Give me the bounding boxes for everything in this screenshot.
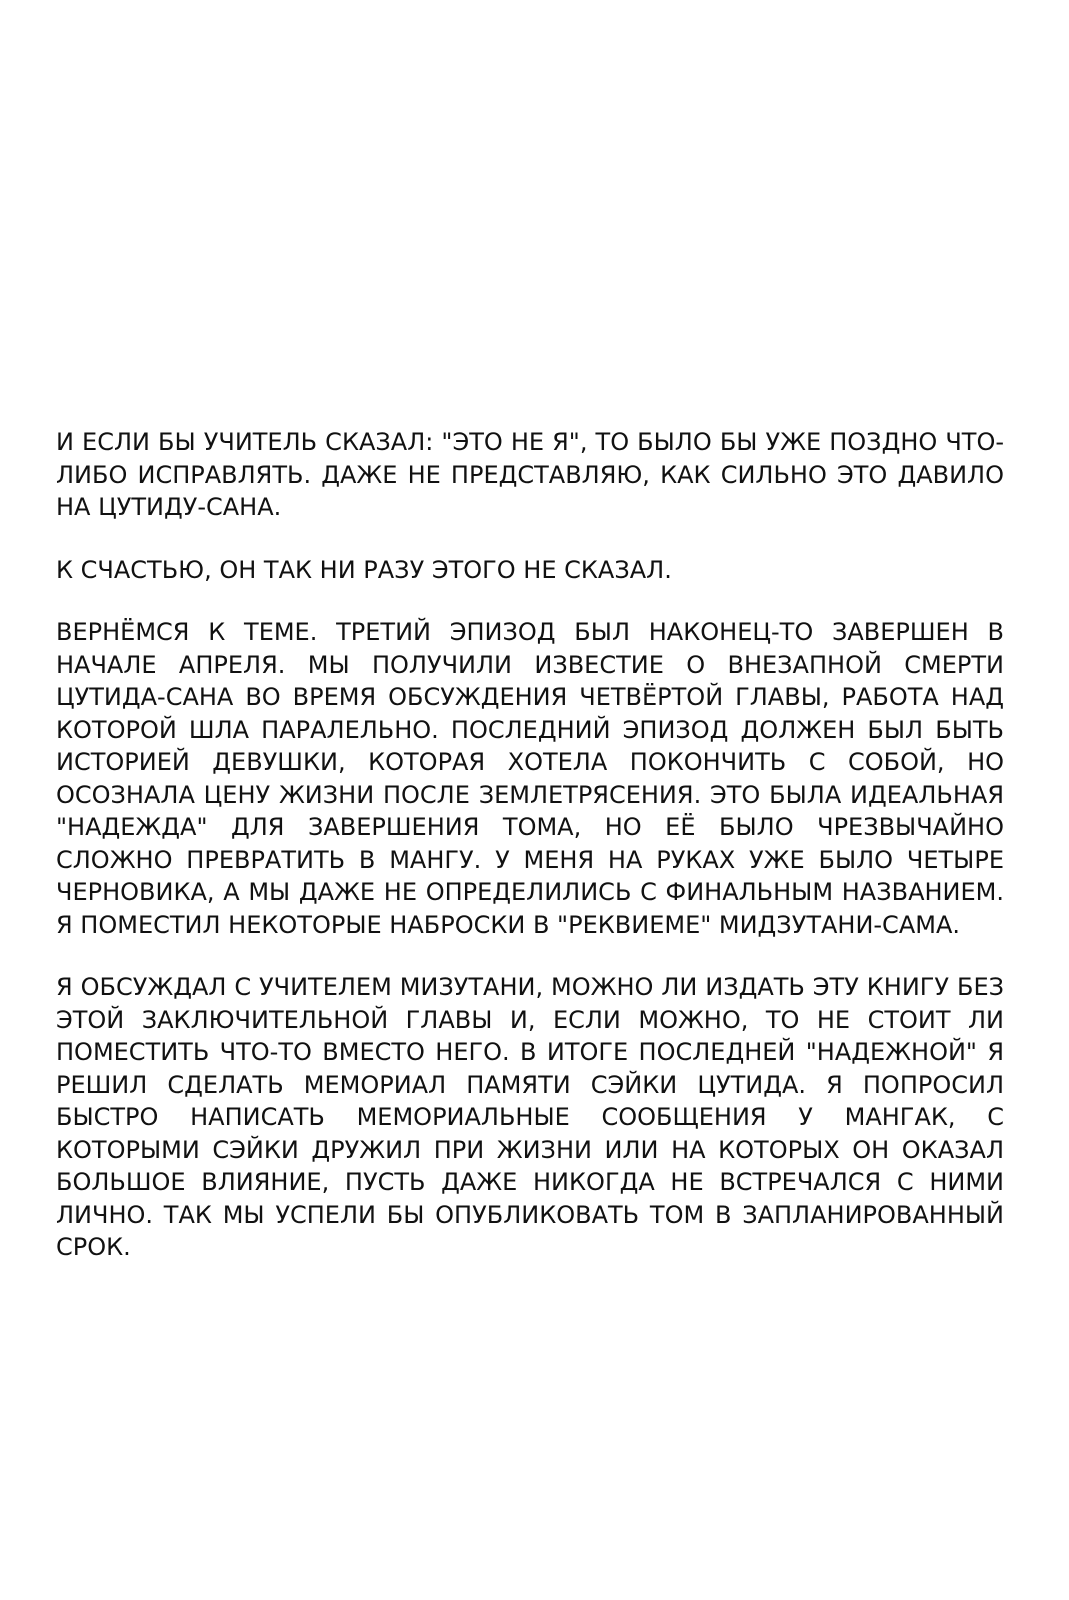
paragraph-1: И ЕСЛИ БЫ УЧИТЕЛЬ СКАЗАЛ: "ЭТО НЕ Я", ТО БЫЛО БЫ УЖЕ ПОЗДНО ЧТО-ЛИБО ИСПРАВЛЯТЬ. ДАЖЕ НЕ ПРЕДСТАВЛЯЮ, КАК СИЛЬНО ЭТО ДАВИЛО НА ЦУТИДУ-САНА.: [56, 428, 1004, 521]
paragraph-4: Я ОБСУЖДАЛ С УЧИТЕЛЕМ МИЗУТАНИ, МОЖНО ЛИ ИЗДАТЬ ЭТУ КНИГУ БЕЗ ЭТОЙ ЗАКЛЮЧИТЕЛЬНОЙ ГЛАВЫ И, ЕСЛИ МОЖНО, ТО НЕ СТОИТ ЛИ ПОМЕСТИТЬ ЧТО-ТО ВМЕСТО НЕГО. В ИТОГЕ ПОСЛЕДНЕЙ "НАДЕЖНОЙ" Я РЕШИЛ СДЕЛАТЬ МЕМОРИАЛ ПАМЯТИ СЭЙКИ ЦУТИДА. Я ПОПРОСИЛ БЫСТРО НАПИСАТЬ МЕМОРИАЛЬНЫЕ СООБЩЕНИЯ У МАНГАК, С КОТОРЫМИ СЭЙКИ ДРУЖИЛ ПРИ ЖИЗНИ ИЛИ НА КОТОРЫХ ОН ОКАЗАЛ БОЛЬШОЕ ВЛИЯНИЕ, ПУСТЬ ДАЖЕ НИКОГДА НЕ ВСТРЕЧАЛСЯ С НИМИ ЛИЧНО. ТАК МЫ УСПЕЛИ БЫ ОПУБЛИКОВАТЬ ТОМ В ЗАПЛАНИРОВАННЫЙ СРОК.: [56, 973, 1004, 1261]
paragraph-3: ВЕРНЁМСЯ К ТЕМЕ. ТРЕТИЙ ЭПИЗОД БЫЛ НАКОНЕЦ-ТО ЗАВЕРШЕН В НАЧАЛЕ АПРЕЛЯ. МЫ ПОЛУЧИЛИ ИЗВЕСТИЕ О ВНЕЗАПНОЙ СМЕРТИ ЦУТИДА-САНА ВО ВРЕМЯ ОБСУЖДЕНИЯ ЧЕТВЁРТОЙ ГЛАВЫ, РАБОТА НАД КОТОРОЙ ШЛА ПАРАЛЕЛЬНО. ПОСЛЕДНИЙ ЭПИЗОД ДОЛЖЕН БЫЛ БЫТЬ ИСТОРИЕЙ ДЕВУШКИ, КОТОРАЯ ХОТЕЛА ПОКОНЧИТЬ С СОБОЙ, НО ОСОЗНАЛА ЦЕНУ ЖИЗНИ ПОСЛЕ ЗЕМЛЕТРЯСЕНИЯ. ЭТО БЫЛА ИДЕАЛЬНАЯ "НАДЕЖДА" ДЛЯ ЗАВЕРШЕНИЯ ТОМА, НО ЕЁ БЫЛО ЧРЕЗВЫЧАЙНО СЛОЖНО ПРЕВРАТИТЬ В МАНГУ. У МЕНЯ НА РУКАХ УЖЕ БЫЛО ЧЕТЫРЕ ЧЕРНОВИКА, А МЫ ДАЖЕ НЕ ОПРЕДЕЛИЛИСЬ С ФИНАЛЬНЫМ НАЗВАНИЕМ. Я ПОМЕСТИЛ НЕКОТОРЫЕ НАБРОСКИ В "РЕКВИЕМЕ" МИДЗУТАНИ-САМА.: [56, 618, 1004, 939]
text-block: [56, 426, 1004, 1264]
paragraph-2: К СЧАСТЬЮ, ОН ТАК НИ РАЗУ ЭТОГО НЕ СКАЗАЛ.: [56, 555, 672, 584]
